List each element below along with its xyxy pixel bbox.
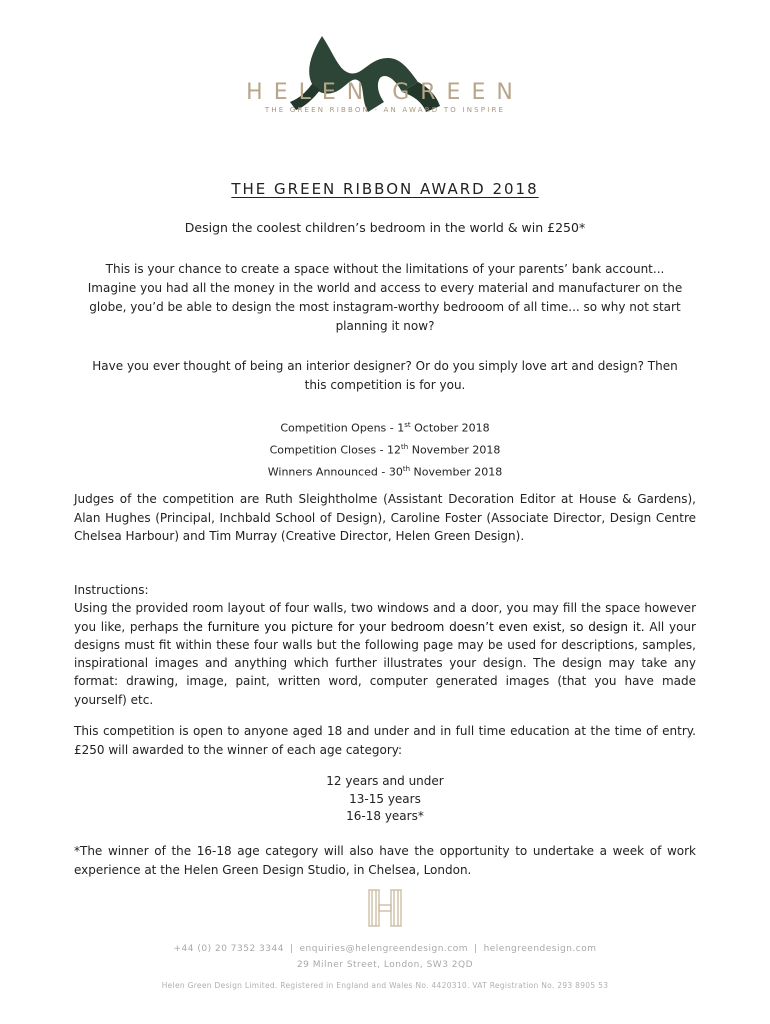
brand-tagline: THE GREEN RIBBON - AN AWARD TO INSPIRE — [264, 106, 506, 114]
page-title: THE GREEN RIBBON AWARD 2018 — [231, 180, 539, 198]
footer-email[interactable]: enquiries@helengreendesign.com — [299, 944, 469, 954]
footnote-paragraph: *The winner of the 16-18 age category will also have the opportunity to undertake a week of work experience at the Helen Green Design Studio, in Chelsea, London. — [74, 844, 696, 877]
competition-dates — [0, 416, 770, 482]
instructions-highlight: the furniture you picture for your bedroom doesn’t even exist, so design it. — [183, 619, 645, 634]
intro-paragraph: This is your chance to create a space without the limitations of your parents’ bank account... Imagine you had all the money in the world and access to every material and manufacturer on the globe, you’d be able to design the most instagram-worthy bedrooom of all time... so why not start planning it now? — [87, 262, 683, 333]
footer-address: 29 Milner Street, London, SW3 2QD — [296, 960, 474, 970]
instructions-body: Using the provided room layout of four walls, two windows and a door, you may fill the space however you like, perhaps the furniture you picture for your bedroom doesn’t even exist, so design it. All your designs must fit within these four walls but the following page may be used for descriptions, samples, inspirational images and anything which further illustrates your design. The design may take any format: drawing, image, paint, written word, computer generated images (that you have made yourself) etc. — [74, 601, 696, 707]
footer-contact: +44 (0) 20 7352 3344 | enquiries@helengreendesign.com | helengreendesign.com — [173, 944, 597, 954]
date-winners: Winners Announced - 30th November 2018 — [267, 465, 503, 479]
brand-name: HELEN GREEN — [246, 80, 524, 105]
age-category: 12 years and under — [326, 774, 444, 788]
question-paragraph: Have you ever thought of being an interior designer? Or do you simply love art and design? Then this competition is for you. — [92, 359, 678, 392]
age-categories — [0, 773, 770, 826]
footer-website[interactable]: helengreendesign.com — [483, 944, 597, 954]
judges-paragraph: Judges of the competition are Ruth Sleightholme (Assistant Decoration Editor at House & Gardens), Alan Hughes (Principal, Inchbald School of Design), Caroline Foster (Associate Director, Design Centre Chelsea Harbour) and Tim Murray (Creative Director, Helen Green Design). — [74, 492, 696, 543]
eligibility-paragraph: This competition is open to anyone aged 18 and under and in full time education at the time of entry. £250 will awarded to the winner of each age category: — [74, 724, 696, 757]
header-logo — [0, 30, 770, 130]
date-closes: Competition Closes - 12th November 2018 — [269, 443, 501, 457]
instructions-section — [74, 581, 696, 709]
age-category: 13-15 years — [349, 791, 421, 806]
footer-phone: +44 (0) 20 7352 3344 — [173, 944, 284, 954]
page-subtitle: Design the coolest children’s bedroom in the world & win £250* — [184, 220, 586, 235]
date-opens: Competition Opens - 1st October 2018 — [280, 421, 490, 435]
footer-legal: Helen Green Design Limited. Registered in England and Wales No. 4420310. VAT Registration No. 293 8905 53 — [161, 981, 609, 990]
age-category: 16-18 years* — [346, 809, 424, 823]
h-monogram-icon — [365, 888, 405, 928]
instructions-heading: Instructions: — [74, 583, 149, 597]
